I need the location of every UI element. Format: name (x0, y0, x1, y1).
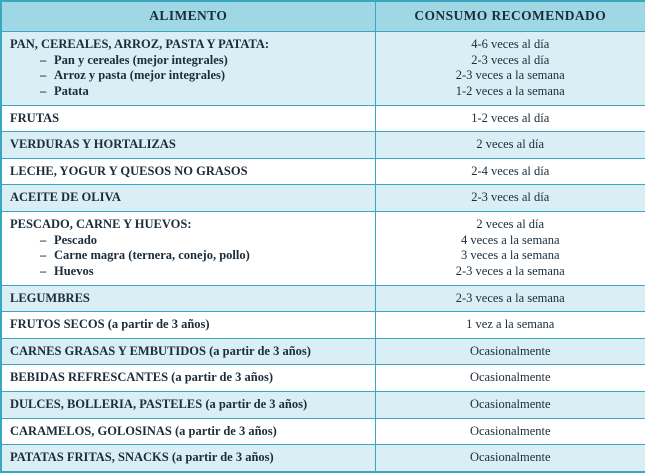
table-row (1, 185, 645, 212)
food-subitem: – Pan y cereales (mejor integrales) (54, 53, 369, 69)
table-row (1, 285, 645, 312)
food-title: ACEITE DE OLIVA (10, 190, 121, 205)
food-subitem: – Carne magra (ternera, conejo, pollo) (54, 248, 369, 264)
consumption-cell (375, 285, 645, 312)
consumption-cell (375, 312, 645, 339)
consumption-line: Ocasionalmente (469, 370, 551, 385)
consumption-cell (375, 105, 645, 132)
table-row (1, 392, 645, 419)
table-row (1, 445, 645, 472)
consumption-line: 2-3 veces al día (471, 52, 550, 67)
food-title: DULCES, BOLLERIA, PASTELES (a partir de 3 años) (10, 397, 308, 411)
consumption-cell (375, 418, 645, 445)
consumption-line: 1-2 veces a la semana (455, 83, 565, 98)
consumption-cell (375, 212, 645, 286)
food-subitem: – Arroz y pasta (mejor integrales) (54, 68, 369, 84)
food-cell (1, 132, 375, 159)
food-subitem: – Pescado (54, 233, 369, 249)
table-header (1, 1, 645, 32)
food-title: PAN, CEREALES, ARROZ, PASTA Y PATATA: (10, 37, 270, 51)
food-title: LEGUMBRES (10, 290, 90, 305)
food-title: CARAMELOS, GOLOSINAS (a partir de 3 años) (10, 423, 277, 438)
table-row (1, 418, 645, 445)
consumption-cell (375, 132, 645, 159)
table-header-row (1, 1, 645, 32)
consumption-line: Ocasionalmente (469, 450, 551, 465)
food-cell (1, 32, 375, 106)
consumption-cell (375, 158, 645, 185)
table-body (1, 32, 645, 472)
food-subitem: – Huevos (54, 264, 369, 280)
consumption-cell (375, 185, 645, 212)
food-title: FRUTAS (10, 110, 60, 125)
consumption-line: Ocasionalmente (469, 397, 551, 411)
consumption-line: 1 vez a la semana (466, 317, 555, 332)
consumption-line: 2-4 veces al día (471, 163, 550, 178)
table-row (1, 105, 645, 132)
food-cell (1, 185, 375, 212)
consumption-line: 2 veces al día (476, 217, 545, 231)
food-cell (1, 445, 375, 472)
consumption-cell (375, 338, 645, 365)
consumption-cell (375, 32, 645, 106)
table-row (1, 338, 645, 365)
column-header-food: ALIMENTO (1, 1, 375, 32)
food-cell (1, 105, 375, 132)
food-cell (1, 312, 375, 339)
table-row (1, 365, 645, 392)
table-row (1, 158, 645, 185)
food-title: BEBIDAS REFRESCANTES (a partir de 3 años) (10, 370, 274, 385)
consumption-cell (375, 392, 645, 419)
food-subitem-list (10, 53, 369, 100)
food-title: FRUTOS SECOS (a partir de 3 años) (10, 317, 210, 332)
food-cell (1, 418, 375, 445)
food-cell (1, 158, 375, 185)
consumption-line: 2-3 veces al día (471, 190, 550, 205)
column-header-consumption: CONSUMO RECOMENDADO (375, 1, 645, 32)
food-cell (1, 392, 375, 419)
food-title: PATATAS FRITAS, SNACKS (a partir de 3 años) (10, 450, 274, 465)
consumption-line: 1-2 veces al día (471, 110, 550, 125)
consumption-line: 4-6 veces al día (471, 37, 550, 51)
consumption-line: 2 veces al día (476, 137, 545, 152)
food-subitem-list (10, 233, 369, 280)
table-row (1, 312, 645, 339)
food-title: CARNES GRASAS Y EMBUTIDOS (a partir de 3 años) (10, 343, 311, 358)
consumption-cell (375, 365, 645, 392)
consumption-line: Ocasionalmente (469, 423, 551, 438)
food-title: VERDURAS Y HORTALIZAS (10, 137, 176, 152)
food-cell (1, 212, 375, 286)
food-cell (1, 338, 375, 365)
table-row (1, 132, 645, 159)
food-title: LECHE, YOGUR Y QUESOS NO GRASOS (10, 163, 248, 178)
consumption-line: Ocasionalmente (469, 343, 551, 358)
consumption-line: 2-3 veces a la semana (455, 263, 565, 278)
food-cell (1, 365, 375, 392)
table-row (1, 32, 645, 106)
consumption-line: 2-3 veces a la semana (455, 68, 565, 83)
table-row (1, 212, 645, 286)
consumption-line: 3 veces a la semana (460, 248, 560, 263)
consumption-line: 2-3 veces a la semana (455, 290, 565, 305)
food-cell (1, 285, 375, 312)
consumption-line: 4 veces a la semana (460, 232, 560, 247)
food-title: PESCADO, CARNE Y HUEVOS: (10, 217, 192, 231)
food-subitem: – Patata (54, 84, 369, 100)
consumption-cell (375, 445, 645, 472)
